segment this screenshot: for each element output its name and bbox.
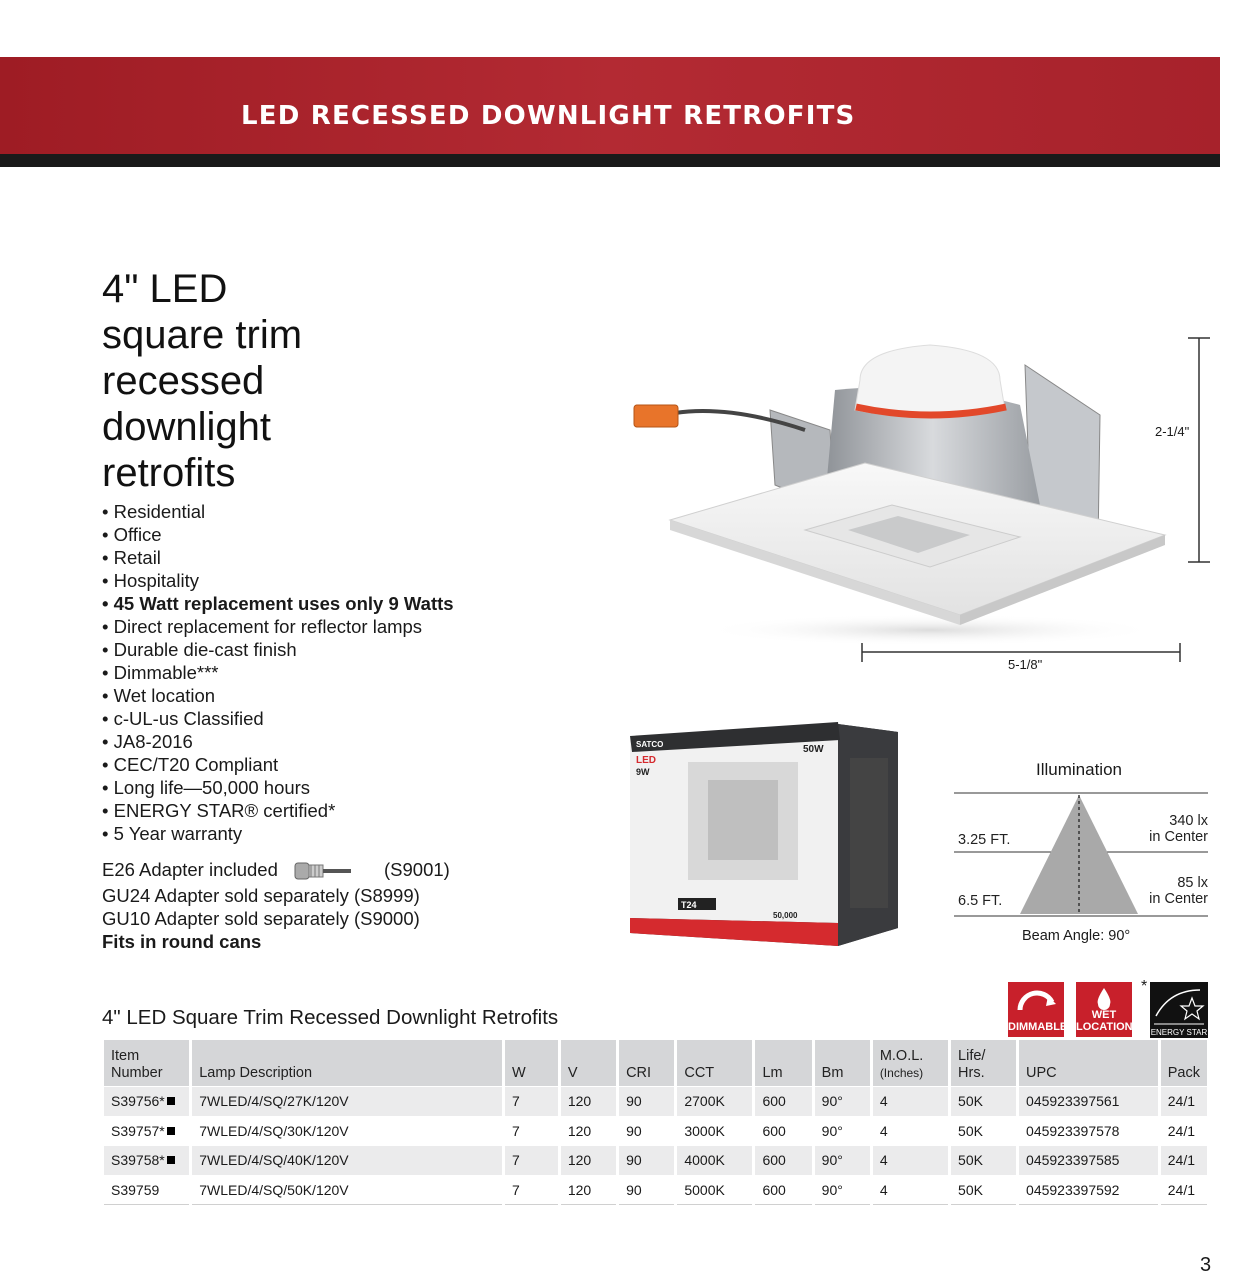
cell-v: 120 [559, 1146, 617, 1176]
feature-item: • Office [102, 524, 162, 545]
wet-location-badge [1076, 982, 1132, 1037]
illumination-title: Illumination [1036, 760, 1122, 779]
cell-cri: 90 [618, 1146, 676, 1176]
col-pack: Pack [1159, 1040, 1207, 1087]
col-life-line1: Life/ [958, 1048, 986, 1064]
cell-bm: 90° [813, 1116, 871, 1146]
cell-desc: 7WLED/4/SQ/50K/120V [191, 1175, 504, 1205]
cell-pack: 24/1 [1159, 1087, 1207, 1117]
table-row [104, 1087, 1207, 1117]
cell-life: 50K [950, 1116, 1018, 1146]
wet-text: WET [1091, 1009, 1117, 1021]
col-item [104, 1040, 191, 1087]
col-upc: UPC [1018, 1040, 1160, 1087]
cell-life: 50K [950, 1175, 1018, 1205]
title-line: retrofits [102, 451, 236, 495]
far-distance-label: 6.5 FT. [958, 893, 1003, 909]
dimmable-icon [1008, 982, 1064, 1016]
feature-item: • Hospitality [102, 570, 199, 591]
cell-item: S39759 [104, 1175, 191, 1205]
cell-cct: 4000K [676, 1146, 754, 1176]
energy-star-icon [1150, 982, 1208, 1026]
box-t24: T24 [681, 900, 697, 910]
feature-item: • Dimmable*** [102, 662, 219, 683]
energy-star-label: ENERGY STAR [1150, 1028, 1208, 1037]
cell-bm: 90° [813, 1146, 871, 1176]
feature-item: • CEC/T20 Compliant [102, 754, 279, 775]
col-life-line2: Hrs. [958, 1065, 985, 1081]
cell-pack: 24/1 [1159, 1175, 1207, 1205]
cell-cri: 90 [618, 1175, 676, 1205]
far-lux-label [1149, 875, 1208, 907]
box-led: LED [636, 755, 656, 766]
cell-pack: 24/1 [1159, 1146, 1207, 1176]
near-lux-center: in Center [1149, 829, 1208, 845]
adapter-gu10-text: GU10 Adapter sold separately (S9000) [102, 908, 420, 930]
feature-item: • Retail [102, 547, 161, 568]
table-row [104, 1116, 1207, 1146]
dimmable-badge [1008, 982, 1068, 1037]
cell-lm: 600 [754, 1175, 813, 1205]
title-line: 4" LED [102, 267, 228, 311]
col-lm: Lm [754, 1040, 813, 1087]
cell-cct: 5000K [676, 1175, 754, 1205]
cell-cct: 3000K [676, 1116, 754, 1146]
feature-item: • ENERGY STAR® certified* [102, 800, 336, 821]
feature-item: • Durable die-cast finish [102, 639, 297, 660]
cell-upc: 045923397592 [1018, 1175, 1160, 1205]
cell-life: 50K [950, 1087, 1018, 1117]
adapter-e26-code: (S9001) [384, 859, 450, 880]
feature-item: • Direct replacement for reflector lamps [102, 616, 423, 637]
col-item-line1: Item [111, 1048, 140, 1064]
height-dimension: 2-1/4" [1155, 424, 1190, 439]
col-mol-line2: (Inches) [879, 1066, 924, 1080]
feature-item: • 5 Year warranty [102, 823, 243, 844]
col-cct: CCT [676, 1040, 754, 1087]
cell-lm: 600 [754, 1116, 813, 1146]
cell-cct: 2700K [676, 1087, 754, 1117]
cell-upc: 045923397585 [1018, 1146, 1160, 1176]
square-marker-icon [167, 1127, 175, 1135]
item-number: S39758* [111, 1152, 165, 1169]
product-box-photo [628, 718, 900, 950]
feature-item: • Residential [102, 501, 206, 522]
col-bm: Bm [813, 1040, 871, 1087]
page-number: 3 [1200, 1254, 1212, 1276]
square-marker-icon [167, 1097, 175, 1105]
col-cri: CRI [618, 1040, 676, 1087]
cell-cri: 90 [618, 1116, 676, 1146]
cell-item [104, 1087, 191, 1117]
far-lux-center: in Center [1149, 891, 1208, 907]
title-line: square trim [102, 313, 303, 357]
cell-cri: 90 [618, 1087, 676, 1117]
title-line: downlight [102, 405, 272, 449]
width-dimension: 5-1/8" [1008, 657, 1043, 672]
cell-w: 7 [503, 1087, 559, 1117]
cell-upc: 045923397578 [1018, 1116, 1160, 1146]
cell-desc: 7WLED/4/SQ/27K/120V [191, 1087, 504, 1117]
feature-item: • JA8-2016 [102, 731, 193, 752]
title-line: recessed [102, 359, 265, 403]
col-desc: Lamp Description [191, 1040, 504, 1087]
wet-location-label [1076, 1009, 1132, 1033]
col-mol-line1: M.O.L. [879, 1048, 924, 1064]
banner-title: LED RECESSED DOWNLIGHT RETROFITS [241, 101, 856, 131]
cell-w: 7 [503, 1116, 559, 1146]
water-drop-icon [1076, 982, 1132, 1012]
cell-w: 7 [503, 1175, 559, 1205]
table-row [104, 1175, 1207, 1205]
square-marker-icon [167, 1156, 175, 1164]
col-item-line2: Number [111, 1065, 163, 1081]
spec-table [104, 1040, 1207, 1205]
box-equiv: 50W [803, 744, 824, 755]
cell-lm: 600 [754, 1146, 813, 1176]
location-text: LOCATION [1076, 1021, 1133, 1033]
adapter-gu24-text: GU24 Adapter sold separately (S8999) [102, 885, 420, 907]
cell-v: 120 [559, 1116, 617, 1146]
dimmable-label: DIMMABLE [1008, 1021, 1068, 1033]
feature-item: • Wet location [102, 685, 216, 706]
cell-v: 120 [559, 1175, 617, 1205]
cell-item [104, 1146, 191, 1176]
cell-bm: 90° [813, 1087, 871, 1117]
col-life [950, 1040, 1018, 1087]
adapter-e26-text: E26 Adapter included [102, 859, 278, 880]
col-w: W [503, 1040, 559, 1087]
cell-mol: 4 [871, 1087, 949, 1117]
cell-life: 50K [950, 1146, 1018, 1176]
feature-bold-text: • 45 Watt replacement uses only 9 Watts [102, 593, 454, 614]
beam-angle: Beam Angle: 90° [1022, 928, 1131, 944]
col-mol [871, 1040, 949, 1087]
cell-pack: 24/1 [1159, 1116, 1207, 1146]
cell-lm: 600 [754, 1087, 813, 1117]
item-number: S39756* [111, 1093, 165, 1110]
cell-desc: 7WLED/4/SQ/40K/120V [191, 1146, 504, 1176]
cell-w: 7 [503, 1146, 559, 1176]
cell-desc: 7WLED/4/SQ/30K/120V [191, 1116, 504, 1146]
table-row [104, 1146, 1207, 1176]
box-watt: 9W [636, 767, 650, 777]
cell-item [104, 1116, 191, 1146]
near-distance-label: 3.25 FT. [958, 832, 1011, 848]
fits-round-cans: Fits in round cans [102, 931, 262, 953]
near-lux-value: 340 lx [1169, 813, 1208, 829]
cell-v: 120 [559, 1087, 617, 1117]
item-number: S39757* [111, 1122, 165, 1139]
box-brand: SATCO [636, 740, 664, 749]
feature-item: • c-UL-us Classified [102, 708, 264, 729]
cell-upc: 045923397561 [1018, 1087, 1160, 1117]
table-header-row [104, 1040, 1207, 1087]
far-lux-value: 85 lx [1177, 875, 1208, 891]
feature-item: • Long life—50,000 hours [102, 777, 311, 798]
cell-mol: 4 [871, 1175, 949, 1205]
energy-star-asterisk: * [1141, 978, 1148, 995]
near-lux-label [1149, 813, 1208, 845]
cell-mol: 4 [871, 1116, 949, 1146]
box-hours: 50,000 [773, 911, 798, 920]
cell-bm: 90° [813, 1175, 871, 1205]
cell-mol: 4 [871, 1146, 949, 1176]
energy-star-badge [1150, 982, 1208, 1038]
table-title: 4" LED Square Trim Recessed Downlight Retrofits [102, 1006, 559, 1029]
col-v: V [559, 1040, 617, 1087]
